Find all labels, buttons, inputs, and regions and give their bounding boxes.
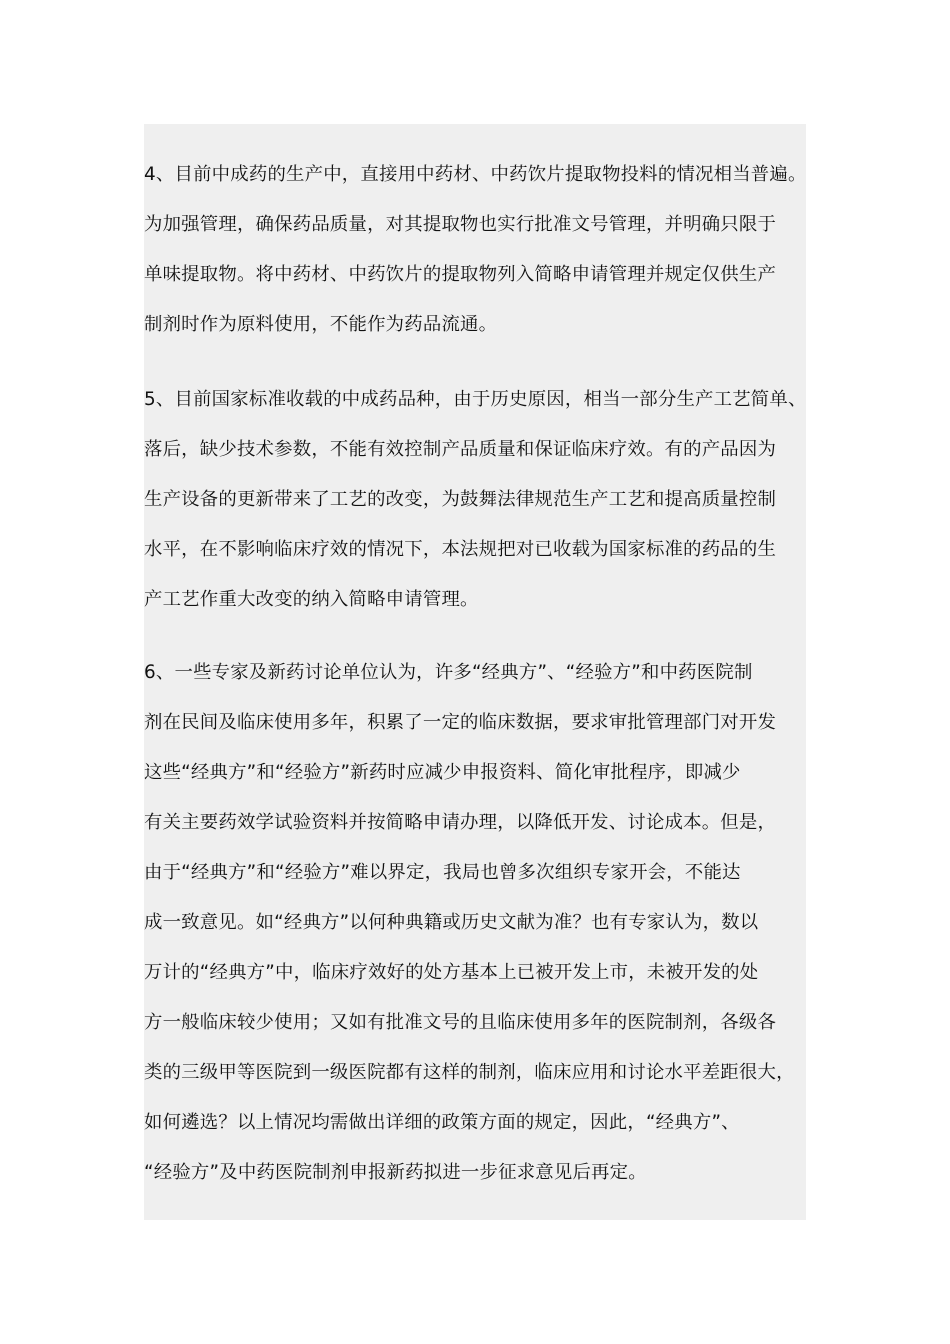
paragraph-line: 4、目前中成药的生产中，直接用中药材、中药饮片提取物投料的情况相当普遍。 bbox=[144, 164, 807, 185]
paragraph-line: 类的三级甲等医院到一级医院都有这样的制剂，临床应用和讨论水平差距很大， bbox=[144, 1062, 795, 1083]
paragraph-line: 为加强管理，确保药品质量，对其提取物也实行批准文号管理，并明确只限于 bbox=[144, 214, 777, 235]
paragraph-line: 制剂时作为原料使用，不能作为药品流通。 bbox=[144, 314, 498, 335]
paragraph-line: 单味提取物。将中药材、中药饮片的提取物列入简略申请管理并规定仅供生产 bbox=[144, 264, 777, 285]
paragraph-line: 这些“经典方”和“经验方”新药时应减少申报资料、简化审批程序，即减少 bbox=[144, 762, 741, 783]
document-panel bbox=[144, 124, 806, 1220]
paragraph-line: 万计的“经典方”中，临床疗效好的处方基本上已被开发上市，未被开发的处 bbox=[144, 962, 759, 983]
paragraph-line: 6、一些专家及新药讨论单位认为，许多“经典方”、“经验方”和中药医院制 bbox=[144, 662, 753, 683]
paragraph-line: 落后，缺少技术参数，不能有效控制产品质量和保证临床疗效。有的产品因为 bbox=[144, 439, 777, 460]
paragraph-line: 有关主要药效学试验资料并按简略申请办理，以降低开发、讨论成本。但是， bbox=[144, 812, 777, 833]
paragraph-4 bbox=[144, 150, 807, 350]
paragraph-line: 如何遴选？以上情况均需做出详细的政策方面的规定，因此，“经典方”、 bbox=[144, 1112, 740, 1133]
paragraph-line: 方一般临床较少使用；又如有批准文号的且临床使用多年的医院制剂，各级各 bbox=[144, 1012, 777, 1033]
paragraph-5 bbox=[144, 375, 807, 625]
paragraph-line: 产工艺作重大改变的纳入简略申请管理。 bbox=[144, 589, 479, 610]
paragraph-line: “经验方”及中药医院制剂申报新药拟进一步征求意见后再定。 bbox=[144, 1162, 647, 1183]
paragraph-6 bbox=[144, 648, 795, 1198]
paragraph-line: 成一致意见。如“经典方”以何种典籍或历史文献为准？也有专家认为，数以 bbox=[144, 912, 759, 933]
paragraph-line: 剂在民间及临床使用多年，积累了一定的临床数据，要求审批管理部门对开发 bbox=[144, 712, 777, 733]
paragraph-line: 生产设备的更新带来了工艺的改变，为鼓舞法律规范生产工艺和提高质量控制 bbox=[144, 489, 777, 510]
paragraph-line: 水平，在不影响临床疗效的情况下，本法规把对已收载为国家标准的药品的生 bbox=[144, 539, 777, 560]
paragraph-line: 5、目前国家标准收载的中成药品种，由于历史原因，相当一部分生产工艺简单、 bbox=[144, 389, 807, 410]
paragraph-line: 由于“经典方”和“经验方”难以界定，我局也曾多次组织专家开会，不能达 bbox=[144, 862, 741, 883]
